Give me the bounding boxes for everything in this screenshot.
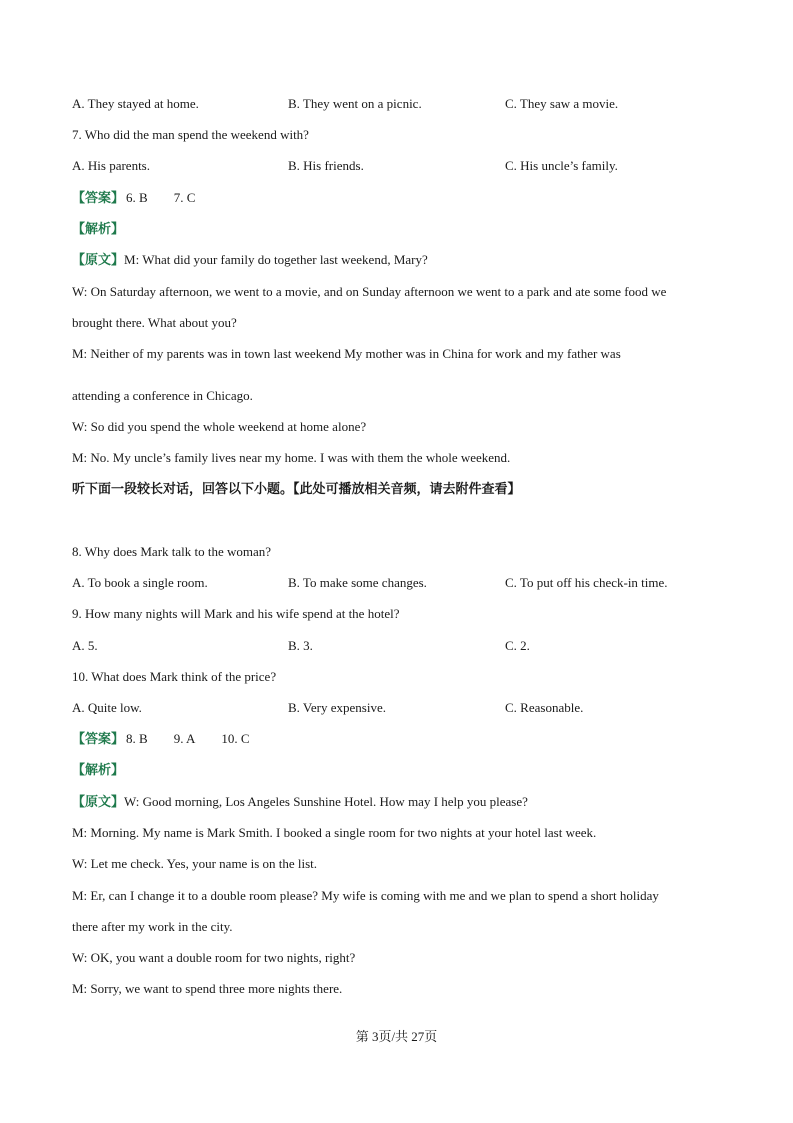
q9-option-c: C. 2. (505, 638, 530, 653)
transcript-2-line-7: M: Sorry, we want to spend three more nights there. (72, 981, 343, 996)
q6-option-b: B. They went on a picnic. (288, 96, 422, 111)
q6-option-c: C. They saw a movie. (505, 96, 619, 111)
analysis-tag: 【解析】 (72, 222, 125, 237)
transcript-1-line-6: W: So did you spend the whole weekend at home alone? (72, 419, 367, 434)
transcript-1-line-7: M: No. My uncle’s family lives near my home. I was with them the whole weekend. (72, 450, 511, 465)
transcript-2-line-4: M: Er, can I change it to a double room please? My wife is coming with me and we plan to spend a short holiday (72, 888, 659, 903)
transcript-2-line-6: W: OK, you want a double room for two nights, right? (72, 950, 356, 965)
transcript-text: W: Good morning, Los Angeles Sunshine Hotel. How may I help you please? (124, 794, 528, 809)
analysis-tag: 【解析】 (72, 763, 125, 778)
q9-question: 9. How many nights will Mark and his wife spend at the hotel? (72, 606, 400, 621)
answer-item: 6. B (126, 190, 148, 205)
q7-question: 7. Who did the man spend the weekend with? (72, 127, 309, 142)
q10-option-b: B. Very expensive. (288, 700, 386, 715)
transcript-2-line-1 (72, 794, 528, 811)
answer-block-1 (72, 190, 195, 207)
q7-option-a: A. His parents. (72, 158, 150, 173)
transcript-2-line-3: W: Let me check. Yes, your name is on the list. (72, 856, 318, 871)
transcript-text: M: What did your family do together last weekend, Mary? (124, 252, 428, 267)
q8-option-c: C. To put off his check-in time. (505, 575, 668, 590)
q8-option-b: B. To make some changes. (288, 575, 427, 590)
answer-item: 7. C (173, 190, 196, 205)
answer-tag: 【答案】 (72, 191, 125, 206)
section-instruction: 听下面一段较长对话，回答以下小题。【此处可播放相关音频，请去附件查看】 (72, 482, 521, 497)
q10-option-a: A. Quite low. (72, 700, 142, 715)
q6-option-a: A. They stayed at home. (72, 96, 199, 111)
answer-item: 10. C (221, 731, 250, 746)
answer-item: 8. B (126, 731, 148, 746)
transcript-1-line-2: W: On Saturday afternoon, we went to a movie, and on Sunday afternoon we went to a park and ate some food we (72, 284, 667, 299)
q10-question: 10. What does Mark think of the price? (72, 669, 277, 684)
answer-tag: 【答案】 (72, 732, 125, 747)
answer-block-2 (72, 731, 250, 748)
transcript-1-line-3: brought there. What about you? (72, 315, 237, 330)
page-number-footer: 第 3页/共 27页 (355, 1029, 438, 1044)
transcript-2-line-2: M: Morning. My name is Mark Smith. I booked a single room for two nights at your hotel last week. (72, 825, 597, 840)
transcript-tag: 【原文】 (72, 795, 125, 810)
q10-option-c: C. Reasonable. (505, 700, 584, 715)
q7-option-c: C. His uncle’s family. (505, 158, 618, 173)
q8-option-a: A. To book a single room. (72, 575, 208, 590)
q7-option-b: B. His friends. (288, 158, 364, 173)
transcript-1-line-5: attending a conference in Chicago. (72, 388, 253, 403)
analysis-block-2 (72, 762, 124, 779)
transcript-2-line-5: there after my work in the city. (72, 919, 233, 934)
q9-option-b: B. 3. (288, 638, 313, 653)
q9-option-a: A. 5. (72, 638, 98, 653)
q8-question: 8. Why does Mark talk to the woman? (72, 544, 272, 559)
answer-item: 9. A (173, 731, 196, 746)
transcript-1-line-4: M: Neither of my parents was in town last weekend My mother was in China for work and my father was (72, 346, 621, 361)
transcript-tag: 【原文】 (72, 253, 125, 268)
transcript-1-line-1 (72, 252, 428, 269)
analysis-block-1 (72, 221, 124, 238)
